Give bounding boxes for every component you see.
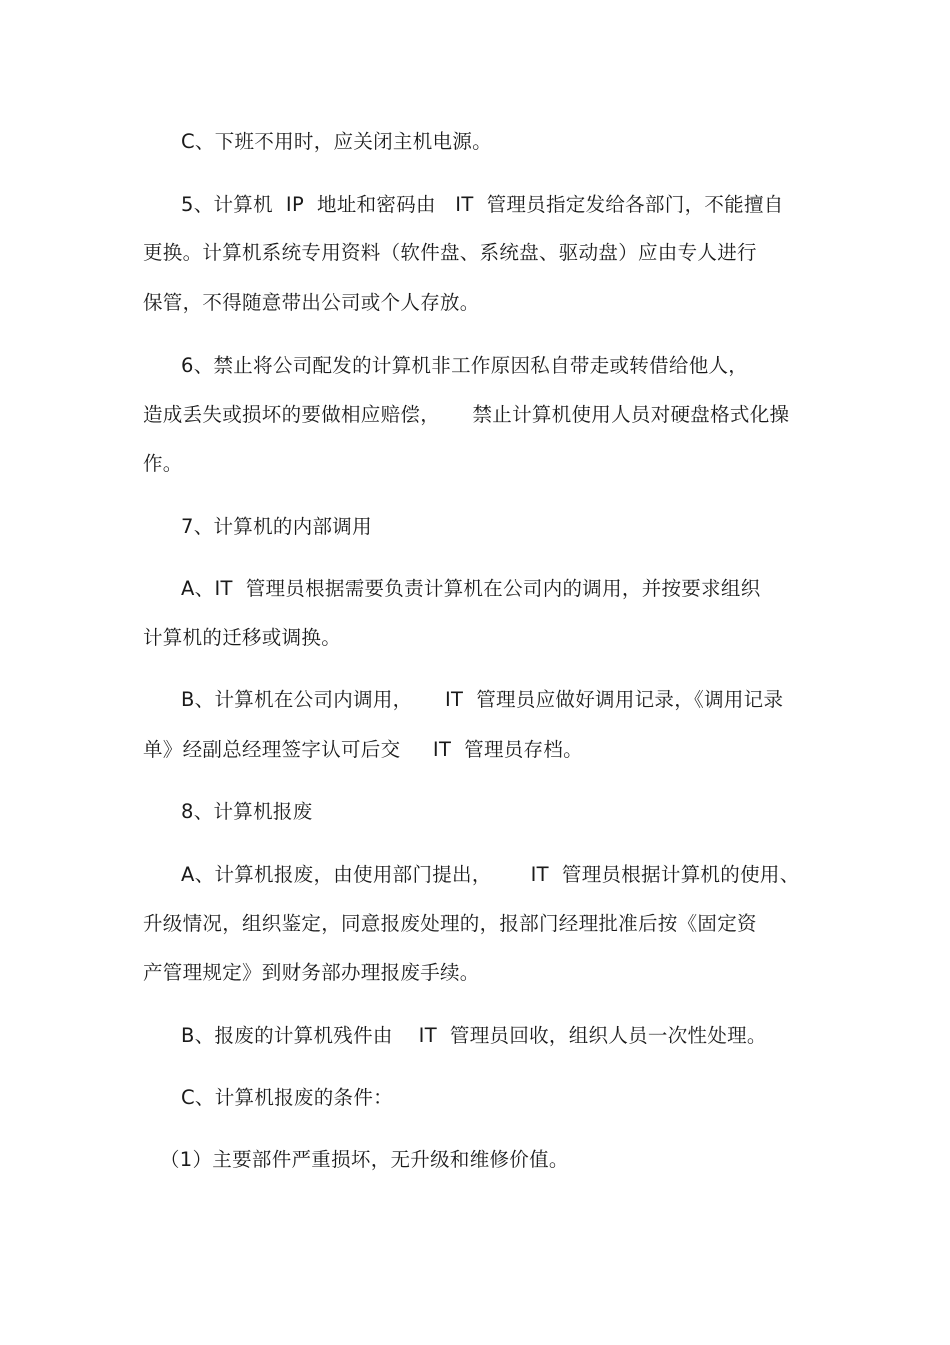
- paragraph-5-line-3: 保管，不得随意带出公司或个人存放。: [143, 291, 480, 314]
- paragraph-7a-line-1: A、IT 管理员根据需要负责计算机在公司内的调用，并按要求组织: [181, 577, 761, 600]
- paragraph-8a-line-1: A、计算机报废，由使用部门提出， IT 管理员根据计算机的使用、: [181, 863, 800, 886]
- paragraph-8a-line-3: 产管理规定》到财务部办理报废手续。: [143, 961, 480, 984]
- paragraph-7b-line-2: 单》经副总经理签字认可后交 IT 管理员存档。: [143, 738, 583, 761]
- section-8-heading: 8、计算机报废: [181, 800, 313, 823]
- paragraph-5-line-1: 5、计算机 IP 地址和密码由 IT 管理员指定发给各部门，不能擅自: [181, 193, 784, 216]
- paragraph-6-line-1: 6、禁止将公司配发的计算机非工作原因私自带走或转借给他人，: [181, 354, 749, 377]
- paragraph-8a-line-2: 升级情况，组织鉴定，同意报废处理的，报部门经理批准后按《固定资: [143, 912, 757, 935]
- condition-item-1: （1）主要部件严重损坏，无升级和维修价值。: [160, 1148, 569, 1171]
- paragraph-7a-line-2: 计算机的迁移或调换。: [143, 626, 342, 649]
- paragraph-8c-heading: C、计算机报废的条件：: [181, 1086, 393, 1109]
- paragraph-c-power-off: C、下班不用时，应关闭主机电源。: [181, 130, 492, 153]
- paragraph-6-line-3: 作。: [143, 452, 183, 475]
- paragraph-8b: B、报废的计算机残件由 IT 管理员回收，组织人员一次性处理。: [181, 1024, 767, 1047]
- section-7-heading: 7、计算机的内部调用: [181, 515, 372, 538]
- paragraph-5-line-2: 更换。计算机系统专用资料（软件盘、系统盘、驱动盘）应由专人进行: [143, 241, 757, 264]
- paragraph-6-line-2: 造成丢失或损坏的要做相应赔偿， 禁止计算机使用人员对硬盘格式化操: [143, 403, 790, 426]
- paragraph-7b-line-1: B、计算机在公司内调用， IT 管理员应做好调用记录，《调用记录: [181, 688, 784, 711]
